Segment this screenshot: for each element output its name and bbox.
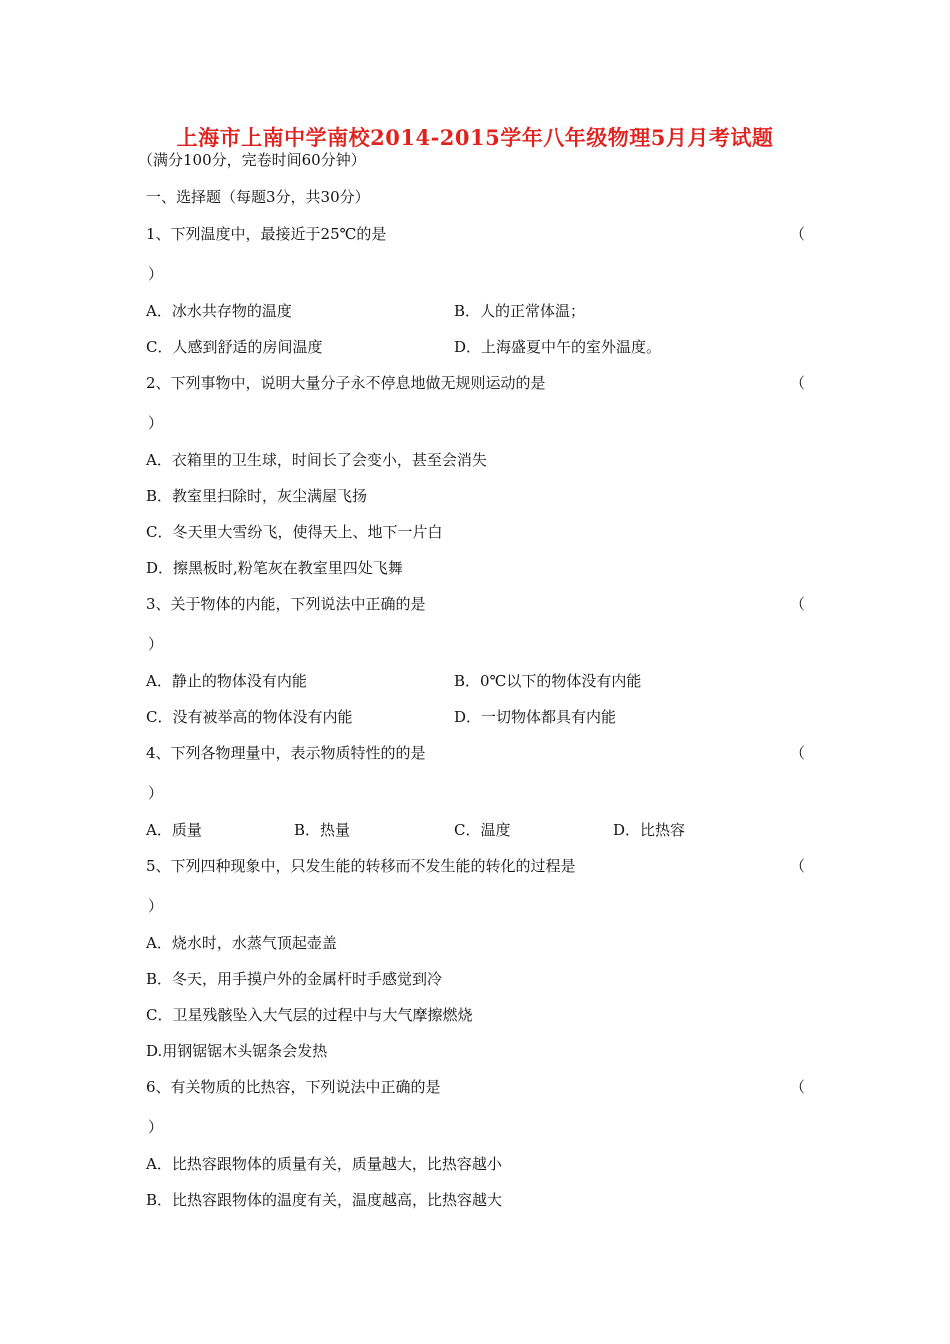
answer-paren-open: （ bbox=[790, 1078, 806, 1096]
option-a: A．静止的物体没有内能 bbox=[146, 672, 307, 690]
answer-paren-close: ） bbox=[148, 784, 164, 802]
answer-paren-close: ） bbox=[148, 897, 164, 915]
answer-paren-open: （ bbox=[790, 595, 806, 613]
option-a: A．冰水共存物的温度 bbox=[146, 302, 292, 320]
option-d: D．比热容 bbox=[613, 821, 686, 839]
option-b: B．冬天，用手摸户外的金属杆时手感觉到冷 bbox=[146, 970, 443, 988]
answer-paren-open: （ bbox=[790, 857, 806, 875]
answer-paren-close: ） bbox=[148, 414, 164, 432]
option-b: B．教室里扫除时，灰尘满屋飞扬 bbox=[146, 487, 368, 505]
question-stem: 6、有关物质的比热容，下列说法中正确的是 bbox=[146, 1078, 441, 1096]
option-d: D．上海盛夏中午的室外温度。 bbox=[454, 338, 662, 356]
option-d: D．擦黑板时,粉笔灰在教室里四处飞舞 bbox=[146, 559, 403, 577]
answer-paren-open: （ bbox=[790, 374, 806, 392]
question-stem: 5、下列四种现象中，只发生能的转移而不发生能的转化的过程是 bbox=[146, 857, 576, 875]
option-a: A．质量 bbox=[146, 821, 202, 839]
exam-title: 上海市上南中学南校2014-2015学年八年级物理5月月考试题 bbox=[176, 125, 774, 150]
exam-subtitle: （满分100分，完卷时间60分钟） bbox=[138, 151, 366, 169]
question-stem: 1、下列温度中，最接近于25℃的是 bbox=[146, 225, 387, 243]
question-stem: 2、下列事物中，说明大量分子永不停息地做无规则运动的是 bbox=[146, 374, 546, 392]
option-c: C．卫星残骸坠入大气层的过程中与大气摩擦燃烧 bbox=[146, 1006, 473, 1024]
option-d: D．一切物体都具有内能 bbox=[454, 708, 617, 726]
option-b: B．比热容跟物体的温度有关，温度越高，比热容越大 bbox=[146, 1191, 503, 1209]
answer-paren-open: （ bbox=[790, 225, 806, 243]
answer-paren-close: ） bbox=[148, 1118, 164, 1136]
answer-paren-open: （ bbox=[790, 744, 806, 762]
answer-paren-close: ） bbox=[148, 265, 164, 283]
option-b: B．人的正常体温； bbox=[454, 302, 586, 320]
section-heading: 一、选择题（每题3分，共30分） bbox=[146, 188, 370, 206]
option-a: A．比热容跟物体的质量有关，质量越大，比热容越小 bbox=[146, 1155, 502, 1173]
option-d: D.用钢锯锯木头锯条会发热 bbox=[146, 1042, 328, 1060]
option-c: C．冬天里大雪纷飞，使得天上、地下一片白 bbox=[146, 523, 443, 541]
option-c: C．人感到舒适的房间温度 bbox=[146, 338, 323, 356]
option-c: C．温度 bbox=[454, 821, 511, 839]
question-stem: 3、关于物体的内能，下列说法中正确的是 bbox=[146, 595, 426, 613]
option-b: B．热量 bbox=[294, 821, 351, 839]
question-stem: 4、下列各物理量中，表示物质特性的的是 bbox=[146, 744, 426, 762]
option-c: C．没有被举高的物体没有内能 bbox=[146, 708, 353, 726]
option-a: A．烧水时，水蒸气顶起壶盖 bbox=[146, 934, 337, 952]
option-a: A．衣箱里的卫生球，时间长了会变小，甚至会消失 bbox=[146, 451, 487, 469]
option-b: B．0℃以下的物体没有内能 bbox=[454, 672, 642, 690]
answer-paren-close: ） bbox=[148, 635, 164, 653]
